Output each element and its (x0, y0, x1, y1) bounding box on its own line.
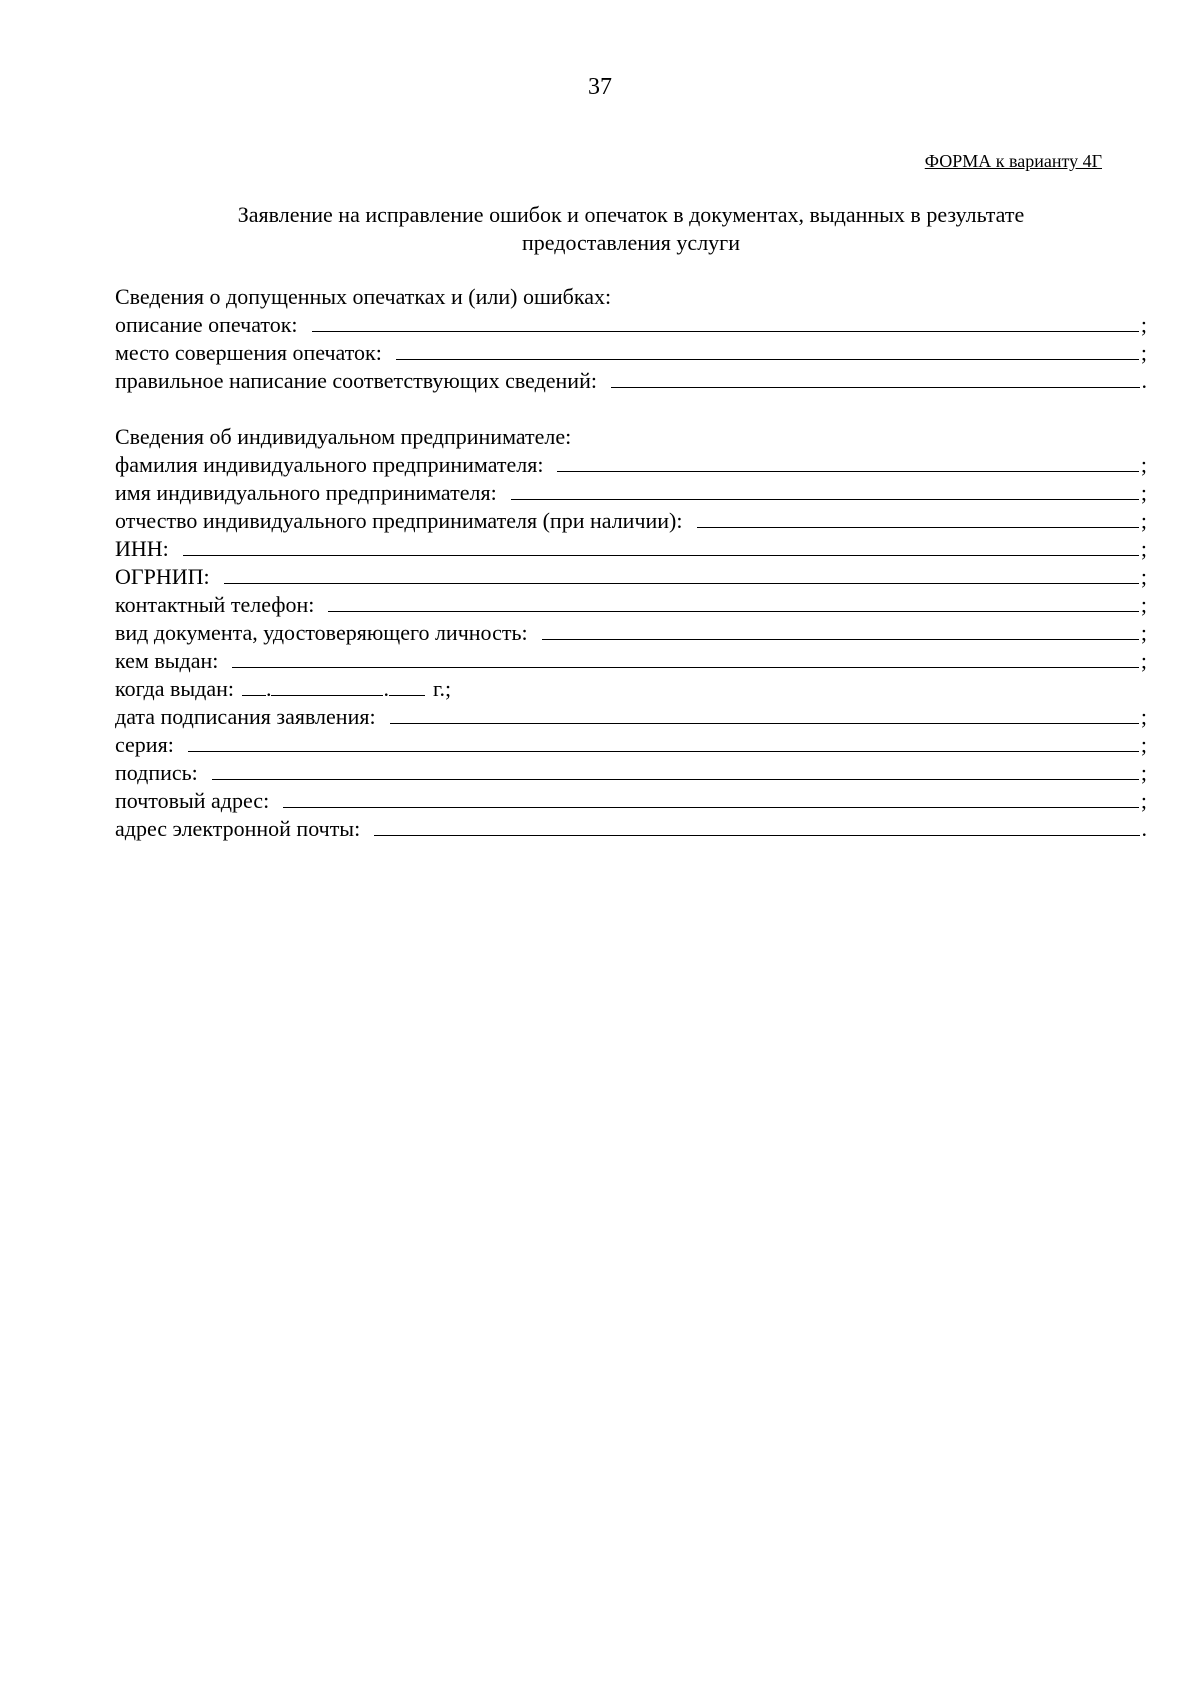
signing-date-label: дата подписания заявления: (115, 704, 376, 729)
row-terminator: ; (1140, 648, 1147, 673)
correct-spelling-field[interactable] (611, 368, 1140, 388)
id-document-type-row (115, 619, 1147, 647)
series-field[interactable] (188, 732, 1139, 752)
surname-row (115, 451, 1147, 479)
issue-day-field[interactable] (242, 676, 266, 696)
row-terminator: ; (1140, 340, 1147, 365)
issued-by-field[interactable] (232, 648, 1139, 668)
row-terminator: ; (1140, 788, 1147, 813)
issue-date-label: когда выдан: (115, 676, 234, 701)
row-terminator: . (1141, 368, 1147, 393)
surname-field[interactable] (557, 452, 1138, 472)
first-name-field[interactable] (511, 480, 1139, 500)
row-terminator: . (1141, 816, 1147, 841)
entrepreneur-section (115, 423, 1147, 843)
typo-location-field[interactable] (396, 340, 1139, 360)
phone-field[interactable] (328, 592, 1139, 612)
first-name-row (115, 479, 1147, 507)
ogrnip-label: ОГРНИП: (115, 564, 210, 589)
entrepreneur-section-heading: Сведения об индивидуальном предпринимателе: (115, 424, 572, 449)
signature-label: подпись: (115, 760, 198, 785)
surname-label: фамилия индивидуального предпринимателя: (115, 452, 544, 477)
row-terminator: ; (1140, 480, 1147, 505)
errors-section-heading: Сведения о допущенных опечатках и (или) ошибках: (115, 284, 612, 309)
document-title (115, 201, 1147, 257)
issue-date-row (115, 675, 1147, 703)
row-terminator: ; (1140, 564, 1147, 589)
phone-row (115, 591, 1147, 619)
ogrnip-field[interactable] (224, 564, 1139, 584)
row-terminator: ; (1140, 508, 1147, 533)
typo-location-label: место совершения опечаток: (115, 340, 382, 365)
series-row (115, 731, 1147, 759)
typo-description-label: описание опечаток: (115, 312, 298, 337)
signature-row (115, 759, 1147, 787)
issued-by-label: кем выдан: (115, 648, 219, 673)
typo-location-row (115, 339, 1147, 367)
row-terminator: ; (1140, 760, 1147, 785)
row-terminator: ; (1140, 704, 1147, 729)
issued-by-row (115, 647, 1147, 675)
issue-month-field[interactable] (271, 676, 383, 696)
typo-description-field[interactable] (312, 312, 1139, 332)
row-terminator: ; (1140, 620, 1147, 645)
document-title-line-2: предоставления услуги (522, 230, 740, 255)
email-row (115, 815, 1147, 843)
postal-address-row (115, 787, 1147, 815)
date-separator: . (383, 676, 389, 701)
id-document-type-field[interactable] (542, 620, 1139, 640)
date-separator: . (265, 676, 272, 701)
page-number: 37 (588, 74, 612, 100)
document-title-line-1: Заявление на исправление ошибок и опечаток в документах, выданных в результате (237, 202, 1025, 227)
patronymic-field[interactable] (697, 508, 1139, 528)
email-label: адрес электронной почты: (115, 816, 361, 841)
postal-address-field[interactable] (283, 788, 1139, 808)
inn-label: ИНН: (115, 536, 169, 561)
issue-year-field[interactable] (389, 676, 425, 696)
year-suffix: г.; (432, 676, 452, 701)
form-reference: ФОРМА к варианту 4Г (924, 151, 1102, 171)
correct-spelling-label: правильное написание соответствующих сведений: (115, 368, 597, 393)
row-terminator: ; (1140, 536, 1147, 561)
id-document-type-label: вид документа, удостоверяющего личность: (115, 620, 528, 645)
email-field[interactable] (374, 816, 1139, 836)
inn-field[interactable] (183, 536, 1139, 556)
inn-row (115, 535, 1147, 563)
postal-address-label: почтовый адрес: (115, 788, 270, 813)
patronymic-label: отчество индивидуального предпринимателя (при наличии): (115, 508, 683, 533)
phone-label: контактный телефон: (115, 592, 315, 617)
row-terminator: ; (1140, 732, 1147, 757)
signing-date-field[interactable] (390, 704, 1139, 724)
correct-spelling-row (115, 367, 1147, 395)
row-terminator: ; (1140, 452, 1147, 477)
signature-field[interactable] (212, 760, 1139, 780)
signing-date-row (115, 703, 1147, 731)
row-terminator: ; (1140, 312, 1147, 337)
row-terminator: ; (1140, 592, 1147, 617)
patronymic-row (115, 507, 1147, 535)
first-name-label: имя индивидуального предпринимателя: (115, 480, 497, 505)
series-label: серия: (115, 732, 174, 757)
errors-section (115, 283, 1147, 395)
typo-description-row (115, 311, 1147, 339)
ogrnip-row (115, 563, 1147, 591)
